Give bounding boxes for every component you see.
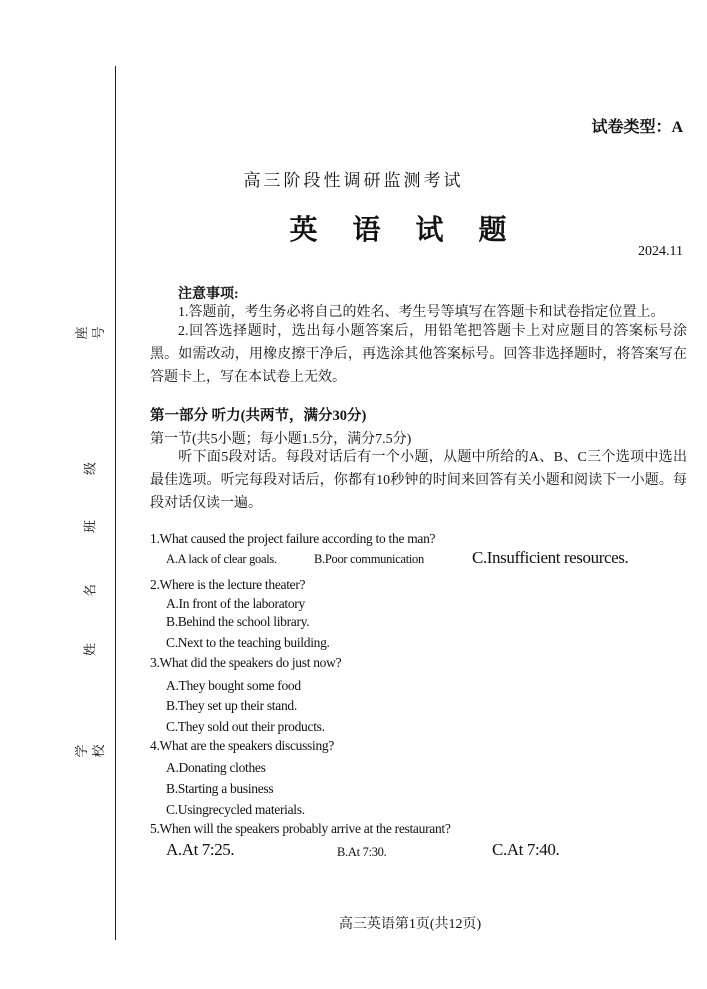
binding-line — [115, 66, 116, 940]
part1-heading: 第一部分 听力(共两节，满分30分) — [150, 408, 367, 424]
question-5-stem: 5.When will the speakers probably arrive at the restaurant? — [150, 821, 451, 836]
question-2-option-a: A.In front of the laboratory — [166, 596, 305, 611]
notice-item-1: 1.答题前，考生务必将自己的姓名、考生号等填写在答题卡和试卷指定位置上。 — [178, 305, 665, 320]
question-4-option-c: C.Usingrecycled materials. — [166, 802, 305, 817]
listening-instructions: 听下面5段对话。每段对话后有一个小题，从题中所给的A、B、C三个选项中选出最佳选项。听完每段对话后，你都有10秒钟的时间来回答有关小题和阅读下一小题。每段对话仅读一遍。 — [150, 450, 687, 511]
question-1-option-a: A.A lack of clear goals. — [166, 552, 277, 566]
question-2-option-b: B.Behind the school library. — [166, 614, 310, 629]
question-3-option-b: B.They set up their stand. — [166, 698, 297, 713]
question-5-option-a: A.At 7:25. — [166, 840, 235, 859]
question-1-option-b: B.Poor communication — [314, 552, 424, 566]
question-2-stem: 2.Where is the lecture theater? — [150, 577, 306, 592]
side-label-seat-number: 座号 — [74, 326, 106, 340]
notice-heading: 注意事项: — [178, 287, 239, 302]
question-1-stem: 1.What caused the project failure according to the man? — [150, 531, 436, 546]
question-3-option-c: C.They sold out their products. — [166, 719, 325, 734]
question-4-option-a: A.Donating clothes — [166, 760, 266, 775]
side-label-class: 班 — [82, 520, 98, 534]
side-label-school: 学校 — [74, 744, 106, 758]
section1-heading: 第一节(共5小题；每小题1.5分，满分7.5分) — [150, 432, 412, 447]
question-3-option-a: A.They bought some food — [166, 678, 301, 693]
question-5-option-b: B.At 7:30. — [337, 845, 387, 859]
question-3-stem: 3.What did the speakers do just now? — [150, 655, 342, 670]
question-5-option-c: C.At 7:40. — [492, 840, 560, 859]
question-1-option-c: C.Insufficient resources. — [472, 548, 629, 567]
question-2-option-c: C.Next to the teaching building. — [166, 635, 330, 650]
page-footer: 高三英语第1页(共12页) — [338, 917, 482, 932]
exam-title: 高三阶段性调研监测考试 — [243, 171, 464, 190]
subject-title: 英 语 试 题 — [289, 215, 521, 246]
paper-type-label: 试卷类型：A — [591, 119, 683, 136]
side-label-name-1: 名 — [82, 584, 98, 598]
side-label-grade: 级 — [82, 462, 98, 476]
question-4-stem: 4.What are the speakers discussing? — [150, 738, 335, 753]
side-label-name-2: 姓 — [82, 643, 98, 657]
notice-item-2: 2.回答选择题时，选出每小题答案后，用铅笔把答题卡上对应题目的答案标号涂黑。如需改动，用橡皮擦干净后，再选涂其他答案标号。回答非选择题时，将答案写在答题卡上，写在本试卷上无效。 — [150, 324, 687, 385]
exam-date: 2024.11 — [638, 244, 683, 259]
question-4-option-b: B.Starting a business — [166, 781, 274, 796]
